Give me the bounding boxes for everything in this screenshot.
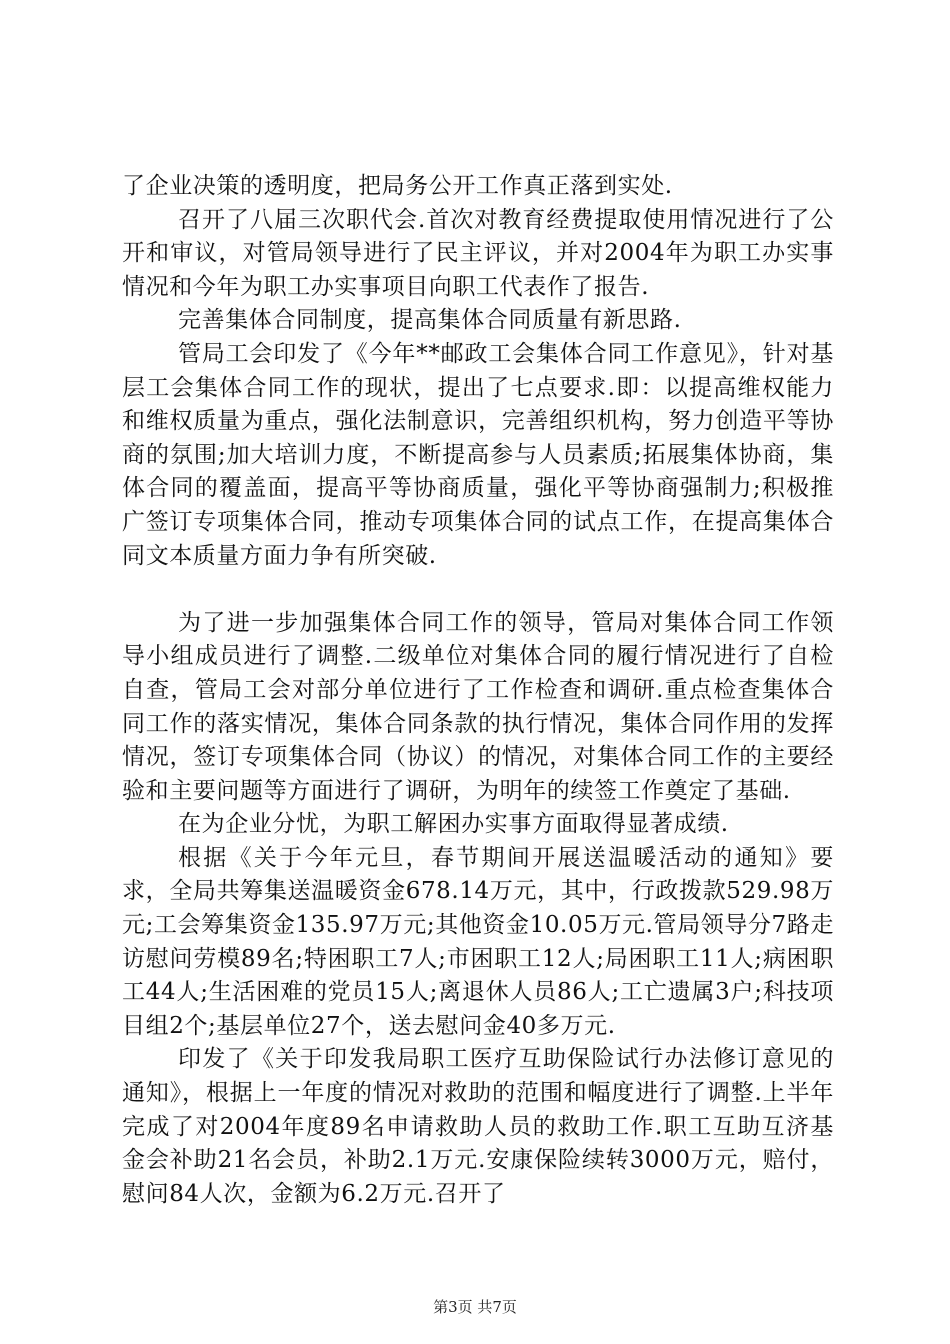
paragraph-1: 了企业决策的透明度，把局务公开工作真正落到实处. <box>122 173 673 199</box>
document-body <box>122 170 834 1211</box>
paragraph-3: 完善集体合同制度，提高集体合同质量有新思路. <box>178 307 682 334</box>
paragraph-6: 在为企业分忧，为职工解困办实事方面取得显著成绩. <box>178 811 729 838</box>
page-footer: 第3页 共7页 <box>433 1298 517 1316</box>
paragraph-7: 根据《关于今年元旦，春节期间开展送温暖活动的通知》要求，全局共筹集送温暖资金678.14万元，其中，行政拨款529.98万元;工会筹集资金135.97万元;其他资金10.05万元.管局领导分7路走访慰问劳模89名;特困职工7人;市困职工12人;局困职工11人;病困职工44人;生活困难的党员15人;离退休人员86人;工亡遗属3户;科技项目组2个;基层单位27个，送去慰问金40多万元. <box>122 844 834 1039</box>
paragraph-2: 召开了八届三次职代会.首次对教育经费提取使用情况进行了公开和审议，对管局领导进行了民主评议，并对2004年为职工办实事情况和今年为职工办实事项目向职工代表作了报告. <box>122 206 834 300</box>
paragraph-5: 为了进一步加强集体合同工作的领导，管局对集体合同工作领导小组成员进行了调整.二级单位对集体合同的履行情况进行了自检自查，管局工会对部分单位进行了工作检查和调研.重点检查集体合同工作的落实情况，集体合同条款的执行情况，集体合同作用的发挥情况，签订专项集体合同（协议）的情况，对集体合同工作的主要经验和主要问题等方面进行了调研，为明年的续签工作奠定了基础. <box>122 609 834 804</box>
paragraph-4: 管局工会印发了《今年**邮政工会集体合同工作意见》，针对基层工会集体合同工作的现状，提出了七点要求.即：以提高维权能力和维权质量为重点，强化法制意识，完善组织机构，努力创造平等协商的氛围;加大培训力度，不断提高参与人员素质;拓展集体协商，集体合同的覆盖面，提高平等协商质量，强化平等协商强制力;积极推广签订专项集体合同，推动专项集体合同的试点工作，在提高集体合同文本质量方面力争有所突破. <box>122 340 834 569</box>
paragraph-8: 印发了《关于印发我局职工医疗互助保险试行办法修订意见的通知》，根据上一年度的情况对救助的范围和幅度进行了调整.上半年完成了对2004年度89名申请救助人员的救助工作.职工互助互济基金会补助21名会员，补助2.1万元.安康保险续转3000万元，赔付，慰问84人次，金额为6.2万元.召开了 <box>122 1046 834 1207</box>
